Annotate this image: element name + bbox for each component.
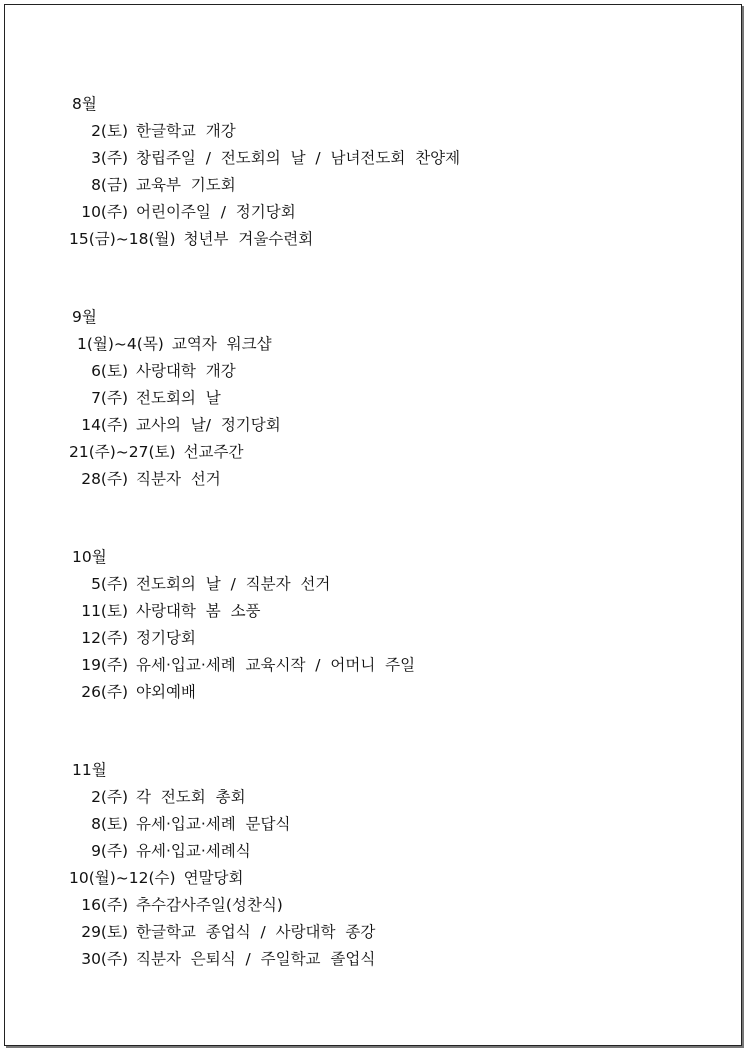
event-date: 16(주) — [81, 896, 128, 914]
month-block-november — [69, 757, 709, 973]
month-title: 11월 — [72, 761, 107, 779]
event-date: 8(금) — [91, 176, 128, 194]
event-date: 3(주) — [91, 149, 128, 167]
event-row — [69, 172, 709, 199]
event-row — [69, 946, 709, 973]
event-date: 26(주) — [81, 683, 128, 701]
event-date: 2(주) — [91, 788, 128, 806]
event-date: 9(주) — [91, 842, 128, 860]
event-row — [69, 784, 709, 811]
event-date: 10(주) — [81, 203, 128, 221]
event-row — [69, 892, 709, 919]
event-name: 사랑대학 개강 — [136, 362, 236, 380]
schedule-content — [69, 91, 709, 973]
event-row — [69, 811, 709, 838]
event-name: 직분자 은퇴식 / 주일학교 졸업식 — [136, 950, 376, 968]
event-name: 야외예배 — [136, 683, 196, 701]
document-page — [4, 4, 742, 1046]
event-name: 추수감사주일(성찬식) — [136, 896, 283, 914]
event-name: 사랑대학 봄 소풍 — [136, 602, 261, 620]
event-name: 각 전도회 총회 — [136, 788, 246, 806]
event-date: 28(주) — [81, 470, 128, 488]
event-name: 선교주간 — [183, 443, 244, 461]
event-date: 5(주) — [91, 575, 128, 593]
event-name: 교사의 날/ 정기당회 — [136, 416, 281, 434]
month-title: 9월 — [72, 308, 97, 326]
event-date: 14(주) — [81, 416, 128, 434]
month-block-october — [69, 544, 709, 706]
event-row — [69, 625, 709, 652]
event-row — [69, 865, 709, 892]
event-date: 2(토) — [91, 122, 128, 140]
event-row — [69, 919, 709, 946]
month-block-august — [69, 91, 709, 253]
event-row — [69, 118, 709, 145]
event-row — [69, 199, 709, 226]
event-row — [69, 652, 709, 679]
event-name: 어린이주일 / 정기당회 — [136, 203, 296, 221]
event-date: 12(주) — [81, 629, 128, 647]
event-date: 30(주) — [81, 950, 128, 968]
event-row — [69, 838, 709, 865]
event-row — [69, 679, 709, 706]
event-row — [69, 439, 709, 466]
event-date: 29(토) — [81, 923, 128, 941]
event-name: 창립주일 / 전도회의 날 / 남녀전도회 찬양제 — [136, 149, 461, 167]
event-name: 교육부 기도회 — [136, 176, 236, 194]
event-row — [69, 412, 709, 439]
event-name: 한글학교 개강 — [136, 122, 236, 140]
event-name: 청년부 겨울수련회 — [183, 230, 314, 248]
event-date: 1(월)~4(목) — [77, 335, 164, 353]
event-row — [69, 358, 709, 385]
event-row — [69, 145, 709, 172]
event-row — [69, 466, 709, 493]
event-row — [69, 385, 709, 412]
event-name: 유세·입교·세례 문답식 — [136, 815, 291, 833]
event-name: 정기당회 — [136, 629, 196, 647]
event-name: 유세·입교·세례식 — [136, 842, 251, 860]
event-date: 6(토) — [91, 362, 128, 380]
event-name: 전도회의 날 / 직분자 선거 — [136, 575, 331, 593]
month-block-september — [69, 304, 709, 493]
event-row — [69, 571, 709, 598]
event-name: 전도회의 날 — [136, 389, 221, 407]
event-name: 직분자 선거 — [136, 470, 221, 488]
event-date: 10(월)~12(수) — [69, 869, 176, 887]
event-date: 7(주) — [91, 389, 128, 407]
event-date: 15(금)~18(월) — [69, 230, 176, 248]
event-row — [69, 226, 709, 253]
event-row — [69, 598, 709, 625]
event-date: 21(주)~27(토) — [69, 443, 176, 461]
event-name: 한글학교 종업식 / 사랑대학 종강 — [136, 923, 376, 941]
event-date: 19(주) — [81, 656, 128, 674]
event-row — [69, 331, 709, 358]
event-name: 교역자 워크샵 — [171, 335, 272, 353]
event-name: 유세·입교·세례 교육시작 / 어머니 주일 — [136, 656, 416, 674]
month-title: 10월 — [72, 548, 107, 566]
event-date: 8(토) — [91, 815, 128, 833]
month-title: 8월 — [72, 95, 97, 113]
event-name: 연말당회 — [183, 869, 244, 887]
event-date: 11(토) — [81, 602, 128, 620]
